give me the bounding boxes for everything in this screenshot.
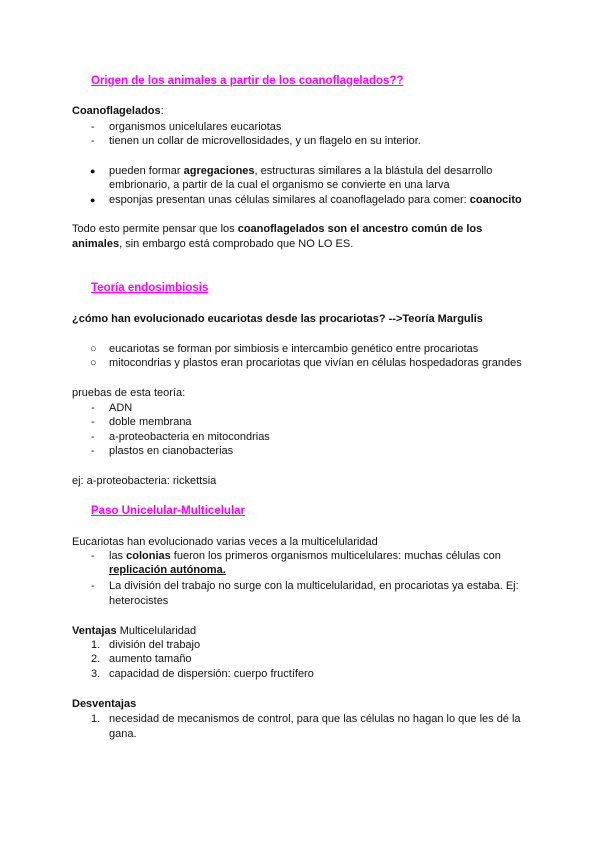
ventajas-heading: Ventajas Multicelularidad — [72, 625, 197, 637]
list-item: necesidad de mecanismos de control, para que las células no hagan lo que les dé la — [109, 713, 521, 725]
list-item: organismos unicelulares eucariotas — [109, 121, 282, 133]
pruebas-label: pruebas de esta teoría: — [72, 387, 186, 399]
bullet-marker: ● — [90, 166, 96, 176]
intro-line: Eucariotas han evolucionado varias veces a la multicelularidad — [72, 536, 378, 548]
dash-marker: - — [91, 135, 95, 147]
coanoflagelados-label: Coanoflagelados: — [72, 105, 164, 117]
dash-marker: - — [91, 445, 95, 457]
list-item-continuation: replicación autónoma. — [109, 564, 226, 576]
number-marker: 1. — [91, 639, 101, 651]
number-marker: 1. — [91, 713, 101, 725]
list-item: mitocondrias y plastos eran procariotas que vivían en células hospedadoras grandes — [109, 357, 522, 369]
dash-marker: - — [91, 580, 95, 592]
bullet-marker: ● — [90, 195, 96, 205]
section-title-origen: Origen de los animales a partir de los coanoflagelados?? — [91, 75, 404, 87]
dash-marker: - — [91, 402, 95, 414]
dash-marker: - — [91, 431, 95, 443]
number-marker: 3. — [91, 668, 101, 680]
dash-marker: - — [91, 121, 95, 133]
list-item: ADN — [109, 402, 133, 414]
list-item: doble membrana — [109, 416, 192, 428]
list-item: aumento tamaño — [109, 653, 192, 665]
dash-marker: - — [91, 416, 95, 428]
circle-marker: ○ — [90, 343, 97, 355]
list-item-continuation: gana. — [109, 728, 137, 740]
paragraph-line: animales, sin embargo está comprobado que NO LO ES. — [72, 238, 354, 250]
number-marker: 2. — [91, 653, 101, 665]
list-item: plastos en cianobacterias — [109, 445, 234, 457]
list-item-continuation: heterocistes — [109, 595, 169, 607]
list-item: división del trabajo — [109, 639, 201, 651]
dash-marker: - — [91, 550, 95, 562]
list-item: tienen un collar de microvellosidades, y un flagelo en su interior. — [109, 135, 421, 147]
question-heading: ¿cómo han evolucionado eucariotas desde las procariotas? -->Teoría Margulis — [72, 313, 483, 325]
list-item: capacidad de dispersión: cuerpo fructífero — [109, 668, 314, 680]
list-item: eucariotas se forman por simbiosis e intercambio genético entre procariotas — [109, 343, 479, 355]
list-item: pueden formar agregaciones, estructuras similares a la blástula del desarrollo — [109, 165, 493, 177]
list-item: esponjas presentan unas células similares al coanoflagelado para comer: coanocito — [109, 194, 522, 206]
paragraph-line: Todo esto permite pensar que los coanoflagelados son el ancestro común de los — [72, 223, 483, 235]
circle-marker: ○ — [90, 357, 97, 369]
section-title-endosimbiosis: Teoría endosimbiosis — [91, 282, 209, 294]
section-title-multicelular: Paso Unicelular-Multicelular — [91, 505, 246, 517]
list-item: La división del trabajo no surge con la multicelularidad, en procariotas ya estaba. Ej: — [109, 580, 519, 592]
list-item: a-proteobacteria en mitocondrias — [109, 431, 270, 443]
example-line: ej: a-proteobacteria: rickettsia — [72, 475, 217, 487]
list-item-continuation: embrionario, a partir de la cual el organismo se convierte en una larva — [109, 179, 450, 191]
list-item: las colonias fueron los primeros organismos multicelulares: muchas células con — [109, 550, 501, 562]
desventajas-heading: Desventajas — [72, 698, 137, 710]
